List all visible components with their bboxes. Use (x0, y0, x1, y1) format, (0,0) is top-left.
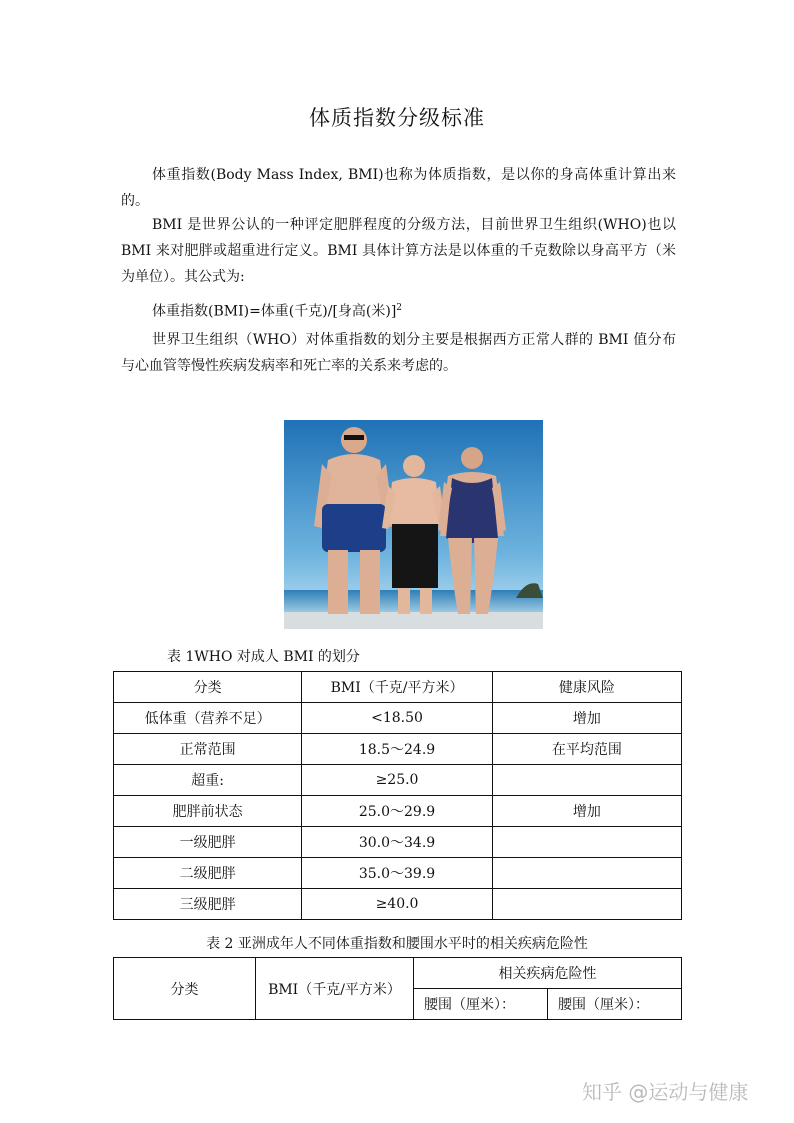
bmi-formula (121, 295, 676, 325)
photo-illustration (284, 420, 543, 629)
who-bmi-table (113, 671, 682, 920)
paragraph-bmi-definition: 体重指数(Body Mass Index, BMI)也称为体质指数，是以你的身高体重计算出来的。 (121, 167, 676, 209)
formula-text: 体重指数(BMI)=体重(千克)/[身高(米)] (152, 303, 397, 320)
cell-bmi: 25.0～29.9 (302, 796, 492, 827)
cell-bmi: ≥40.0 (302, 889, 492, 920)
cell-category: 二级肥胖 (114, 858, 302, 889)
cell-risk: 增加 (492, 796, 681, 827)
cell-risk (492, 858, 681, 889)
header-risk: 健康风险 (492, 672, 681, 703)
watermark-text: 知乎 @运动与健康 (582, 1080, 749, 1104)
table-row (114, 734, 682, 765)
cell-bmi: 18.5～24.9 (302, 734, 492, 765)
body-types-photo (284, 420, 543, 629)
table-header-row (114, 672, 682, 703)
table1-caption: 表 1WHO 对成人 BMI 的划分 (167, 649, 360, 665)
cell-risk (492, 765, 681, 796)
table-row (114, 827, 682, 858)
cell-category: 三级肥胖 (114, 889, 302, 920)
table2-caption: 表 2 亚洲成年人不同体重指数和腰围水平时的相关疾病危险性 (206, 936, 588, 952)
header-disease-risk: 相关疾病危险性 (414, 958, 682, 989)
header-category: 分类 (114, 958, 256, 1020)
cell-bmi: 30.0～34.9 (302, 827, 492, 858)
asian-risk-table (113, 957, 682, 1020)
cell-risk: 在平均范围 (492, 734, 681, 765)
cell-category: 超重: (114, 765, 302, 796)
header-category: 分类 (114, 672, 302, 703)
header-bmi: BMI（千克/平方米） (302, 672, 492, 703)
table-row (114, 765, 682, 796)
cell-category: 低体重（营养不足） (114, 703, 302, 734)
header-bmi: BMI（千克/平方米） (256, 958, 414, 1020)
header-waist-1: 腰围（厘米）： (414, 989, 548, 1020)
cell-bmi: 35.0～39.9 (302, 858, 492, 889)
table-row (114, 703, 682, 734)
cell-bmi: ≥25.0 (302, 765, 492, 796)
cell-category: 一级肥胖 (114, 827, 302, 858)
paragraph-bmi-who: BMI 是世界公认的一种评定肥胖程度的分级方法，目前世界卫生组织(WHO)也以 BMI 来对肥胖或超重进行定义。BMI 具体计算方法是以体重的千克数除以身高平方（米为单位）。其公式为: (121, 217, 676, 285)
cell-category: 肥胖前状态 (114, 796, 302, 827)
table-header-row (114, 958, 682, 989)
page-title: 体质指数分级标准 (309, 106, 485, 130)
table-row (114, 858, 682, 889)
header-waist-2: 腰围（厘米）： (548, 989, 682, 1020)
cell-risk (492, 889, 681, 920)
cell-risk: 增加 (492, 703, 681, 734)
cell-bmi: <18.50 (302, 703, 492, 734)
table-row (114, 796, 682, 827)
cell-category: 正常范围 (114, 734, 302, 765)
cell-risk (492, 827, 681, 858)
formula-exponent: 2 (396, 303, 403, 313)
paragraph-who-basis: 世界卫生组织（WHO）对体重指数的划分主要是根据西方正常人群的 BMI 值分布与心血管等慢性疾病发病率和死亡率的关系来考虑的。 (121, 332, 676, 374)
table-row (114, 889, 682, 920)
